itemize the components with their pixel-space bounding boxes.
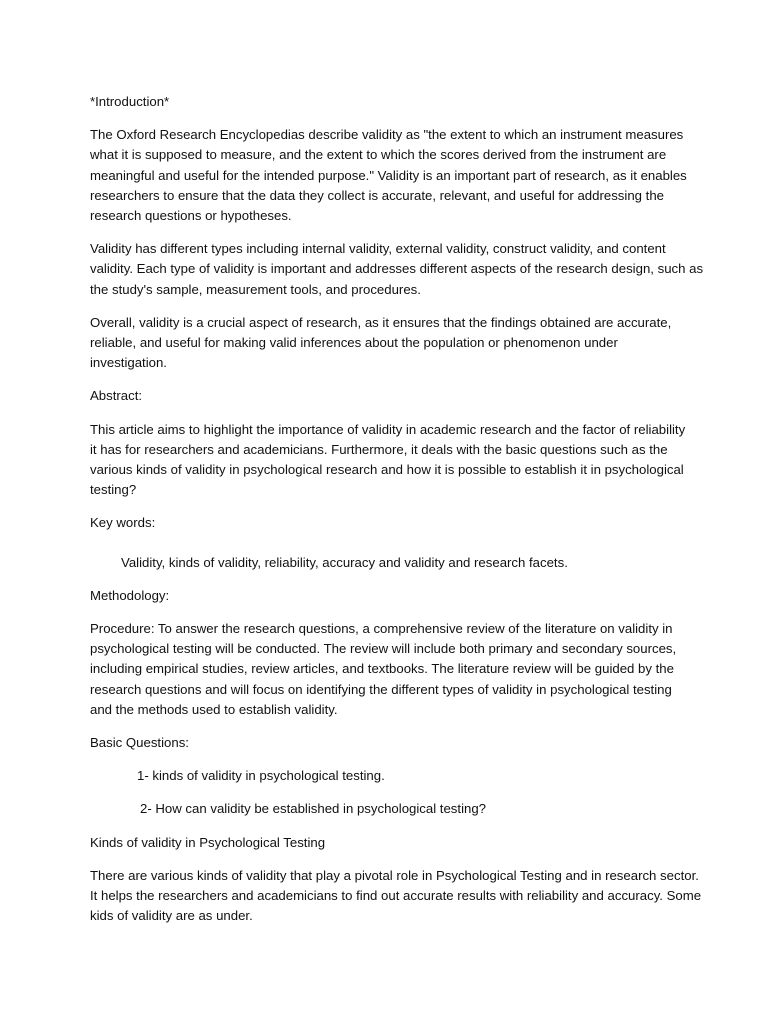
text-line: investigation. xyxy=(90,355,167,371)
text-line: the study's sample, measurement tools, and procedures. xyxy=(90,281,421,297)
abstract-paragraph xyxy=(90,420,686,501)
text-line: reliable, and useful for making valid inferences about the population or phenomenon under xyxy=(90,335,618,351)
text-line: and the methods used to establish validity. xyxy=(90,701,338,717)
question-item-1: 1- kinds of validity in psychological testing. xyxy=(137,768,385,784)
text-line: The Oxford Research Encyclopedias describe validity as "the extent to which an instrument measures xyxy=(90,127,684,143)
text-line: Procedure: To answer the research questions, a comprehensive review of the literature on validity in xyxy=(90,621,673,637)
basic-questions-heading: Basic Questions: xyxy=(90,735,189,751)
text-line: validity. Each type of validity is important and addresses different aspects of the research design, such as xyxy=(90,261,704,277)
text-line: Overall, validity is a crucial aspect of research, as it ensures that the findings obtained are accurate, xyxy=(90,314,672,330)
text-line: meaningful and useful for the intended purpose." Validity is an important part of research, as it enables xyxy=(90,167,687,183)
intro-paragraph-3 xyxy=(90,313,680,374)
kinds-heading: Kinds of validity in Psychological Testing xyxy=(90,834,326,850)
text-line: various kinds of validity in psychological research and how it is possible to establish it in psychological xyxy=(90,462,684,478)
procedure-paragraph xyxy=(90,619,680,720)
question-item-2: 2- How can validity be established in psychological testing? xyxy=(140,801,486,817)
keywords-text: Validity, kinds of validity, reliability, accuracy and validity and research facets. xyxy=(121,554,568,570)
text-line: it has for researchers and academicians. Furthermore, it deals with the basic questions such as the xyxy=(90,441,668,457)
intro-paragraph-2 xyxy=(90,239,704,300)
text-line: This article aims to highlight the importance of validity in academic research and the factor of reliability xyxy=(90,421,686,437)
text-line: testing? xyxy=(90,482,137,498)
text-line: what it is supposed to measure, and the extent to which the scores derived from the instrument are xyxy=(90,147,667,163)
text-line: psychological testing will be conducted. The review will include both primary and secondary sources, xyxy=(90,641,677,657)
text-line: There are various kinds of validity that play a pivotal role in Psychological Testing and in research sector. xyxy=(90,867,699,883)
kinds-paragraph xyxy=(90,866,702,927)
text-line: It helps the researchers and academicians to find out accurate results with reliability and accuracy. Some xyxy=(90,888,702,904)
text-line: research questions or hypotheses. xyxy=(90,208,292,224)
text-line: including empirical studies, review articles, and textbooks. The literature review will be guided by the xyxy=(90,661,674,677)
text-line: kids of validity are as under. xyxy=(90,908,253,924)
methodology-heading: Methodology: xyxy=(90,587,170,603)
intro-paragraph-1 xyxy=(90,125,687,226)
abstract-heading: Abstract: xyxy=(90,388,143,404)
intro-heading: *Introduction* xyxy=(90,94,170,109)
text-line: research questions and will focus on identifying the different types of validity in psychological testing xyxy=(90,681,672,697)
text-line: researchers to ensure that the data they collect is accurate, relevant, and useful for addressing the xyxy=(90,187,664,203)
text-line: Validity has different types including internal validity, external validity, construct validity, and content xyxy=(90,241,666,257)
document-page xyxy=(90,92,704,940)
keywords-heading: Key words: xyxy=(90,515,156,531)
